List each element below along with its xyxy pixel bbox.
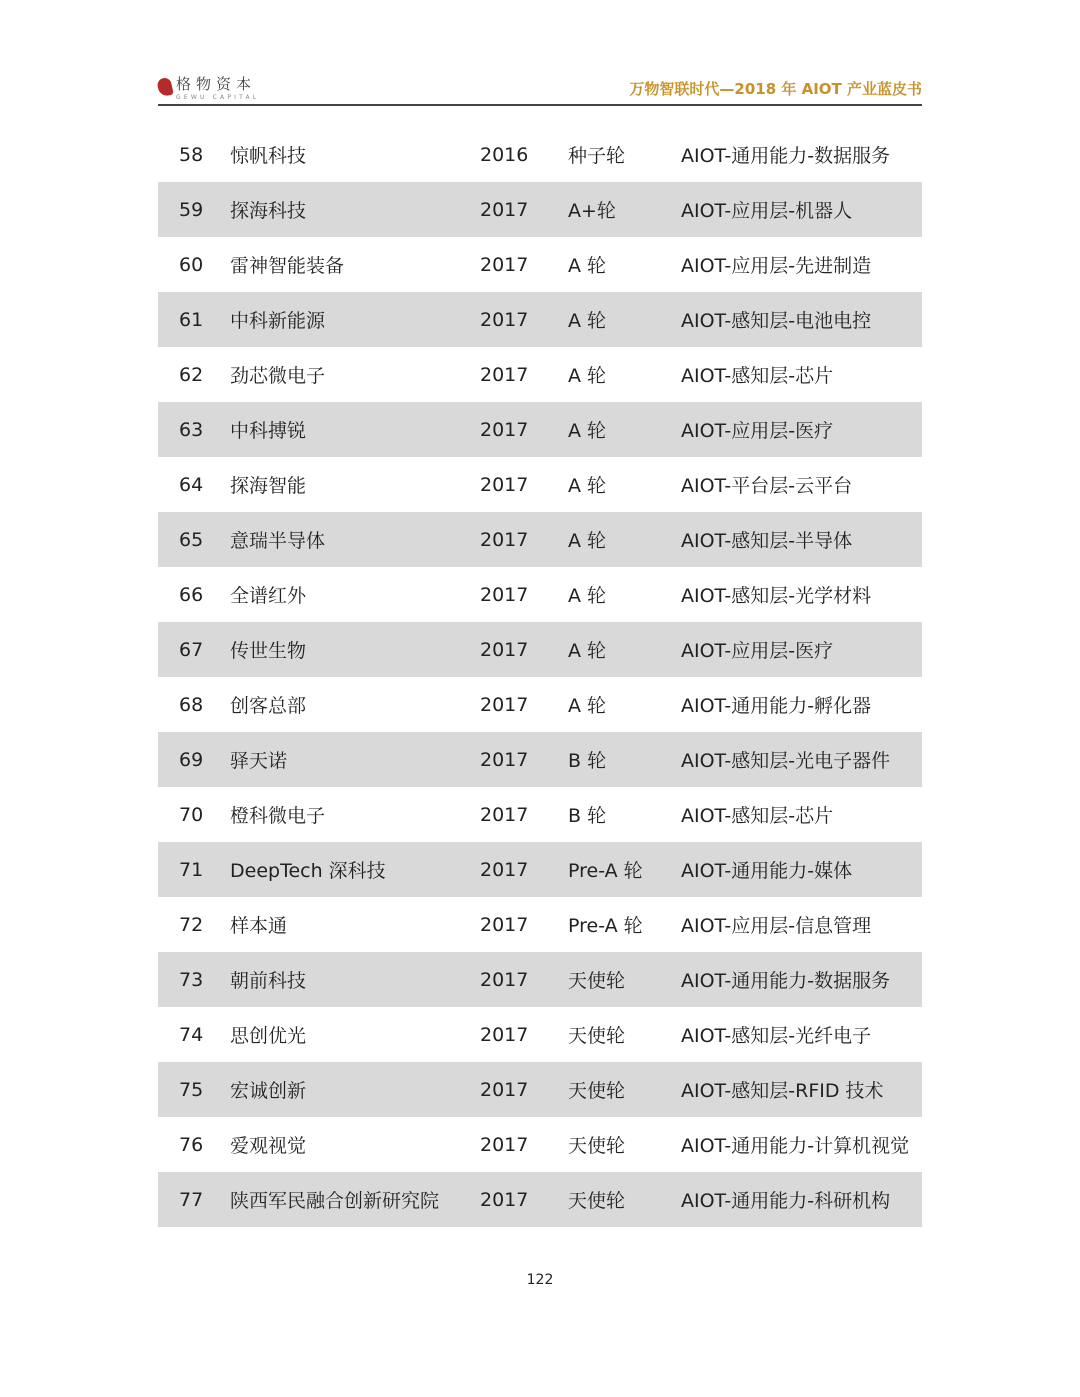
table-row	[158, 347, 922, 402]
company-name: 意瑞半导体	[230, 530, 326, 552]
founded-year: 2017	[480, 1188, 529, 1211]
company-name: 思创优光	[230, 1025, 307, 1047]
row-number: 63	[179, 418, 204, 441]
funding-round: A 轮	[568, 640, 607, 662]
founded-year: 2017	[480, 308, 529, 331]
row-number: 60	[179, 253, 204, 276]
funding-round: A 轮	[568, 695, 607, 717]
funding-round: A 轮	[568, 310, 607, 332]
table-row	[158, 1117, 922, 1172]
row-number: 58	[179, 143, 204, 166]
industry-category: AIOT-感知层-芯片	[681, 805, 834, 827]
table-row	[158, 1172, 922, 1227]
row-number: 61	[179, 308, 204, 331]
page-header	[158, 72, 922, 106]
table-row	[158, 622, 922, 677]
founded-year: 2017	[480, 198, 529, 221]
funding-round: A 轮	[568, 420, 607, 442]
industry-category: AIOT-应用层-先进制造	[681, 255, 872, 277]
table-row	[158, 1007, 922, 1062]
industry-category: AIOT-感知层-光学材料	[681, 585, 872, 607]
table-row	[158, 842, 922, 897]
industry-category: AIOT-通用能力-科研机构	[681, 1190, 891, 1212]
industry-category: AIOT-通用能力-数据服务	[681, 145, 891, 167]
founded-year: 2016	[480, 143, 529, 166]
funding-round: 天使轮	[568, 1190, 626, 1212]
founded-year: 2017	[480, 528, 529, 551]
company-name: 传世生物	[230, 640, 307, 662]
table-row	[158, 402, 922, 457]
company-name: DeepTech 深科技	[230, 860, 386, 882]
founded-year: 2017	[480, 858, 529, 881]
table-row	[158, 567, 922, 622]
row-number: 70	[179, 803, 204, 826]
founded-year: 2017	[480, 748, 529, 771]
company-name: 雷神智能装备	[230, 255, 345, 277]
industry-category: AIOT-通用能力-数据服务	[681, 970, 891, 992]
row-number: 75	[179, 1078, 204, 1101]
row-number: 59	[179, 198, 204, 221]
table-row	[158, 787, 922, 842]
logo-text	[176, 76, 259, 102]
funding-round: 种子轮	[568, 145, 626, 167]
row-number: 72	[179, 913, 204, 936]
table-row	[158, 182, 922, 237]
table-row	[158, 237, 922, 292]
founded-year: 2017	[480, 638, 529, 661]
funding-round: B 轮	[568, 750, 607, 772]
industry-category: AIOT-感知层-RFID 技术	[681, 1080, 884, 1102]
logo-sub-text: GEWU CAPITAL	[176, 94, 260, 101]
row-number: 69	[179, 748, 204, 771]
funding-round: A+轮	[568, 200, 616, 222]
company-name: 创客总部	[230, 695, 307, 717]
founded-year: 2017	[480, 803, 529, 826]
funding-round: B 轮	[568, 805, 607, 827]
industry-category: AIOT-通用能力-孵化器	[681, 695, 872, 717]
logo-mark-icon	[156, 77, 173, 98]
row-number: 76	[179, 1133, 204, 1156]
funding-round: 天使轮	[568, 1080, 626, 1102]
investment-table	[158, 127, 922, 1227]
funding-round: A 轮	[568, 530, 607, 552]
gewu-capital-logo	[158, 76, 259, 102]
funding-round: A 轮	[568, 475, 607, 497]
company-name: 橙科微电子	[230, 805, 326, 827]
founded-year: 2017	[480, 363, 529, 386]
row-number: 71	[179, 858, 204, 881]
row-number: 74	[179, 1023, 204, 1046]
industry-category: AIOT-感知层-芯片	[681, 365, 834, 387]
funding-round: 天使轮	[568, 1135, 626, 1157]
industry-category: AIOT-应用层-医疗	[681, 420, 834, 442]
company-name: 探海智能	[230, 475, 307, 497]
industry-category: AIOT-感知层-光电子器件	[681, 750, 891, 772]
founded-year: 2017	[480, 968, 529, 991]
logo-main-text: 格物资本	[176, 75, 257, 93]
founded-year: 2017	[480, 1078, 529, 1101]
company-name: 全谱红外	[230, 585, 307, 607]
row-number: 67	[179, 638, 204, 661]
company-name: 朝前科技	[230, 970, 307, 992]
row-number: 62	[179, 363, 204, 386]
founded-year: 2017	[480, 1023, 529, 1046]
table-row	[158, 897, 922, 952]
founded-year: 2017	[480, 913, 529, 936]
funding-round: A 轮	[568, 255, 607, 277]
company-name: 惊帆科技	[230, 145, 307, 167]
table-row	[158, 1062, 922, 1117]
industry-category: AIOT-通用能力-计算机视觉	[681, 1135, 910, 1157]
table-row	[158, 127, 922, 182]
funding-round: Pre-A 轮	[568, 860, 643, 882]
founded-year: 2017	[480, 1133, 529, 1156]
funding-round: Pre-A 轮	[568, 915, 643, 937]
industry-category: AIOT-应用层-信息管理	[681, 915, 872, 937]
founded-year: 2017	[480, 253, 529, 276]
company-name: 爱观视觉	[230, 1135, 307, 1157]
row-number: 65	[179, 528, 204, 551]
funding-round: 天使轮	[568, 1025, 626, 1047]
company-name: 探海科技	[230, 200, 307, 222]
company-name: 宏诚创新	[230, 1080, 307, 1102]
row-number: 68	[179, 693, 204, 716]
funding-round: 天使轮	[568, 970, 626, 992]
table-row	[158, 292, 922, 347]
industry-category: AIOT-感知层-光纤电子	[681, 1025, 872, 1047]
industry-category: AIOT-应用层-机器人	[681, 200, 853, 222]
row-number: 66	[179, 583, 204, 606]
founded-year: 2017	[480, 693, 529, 716]
table-row	[158, 732, 922, 787]
table-row	[158, 952, 922, 1007]
industry-category: AIOT-感知层-半导体	[681, 530, 853, 552]
document-title: 万物智联时代—2018 年 AIOT 产业蓝皮书	[629, 80, 922, 98]
funding-round: A 轮	[568, 365, 607, 387]
founded-year: 2017	[480, 418, 529, 441]
company-name: 劲芯微电子	[230, 365, 326, 387]
row-number: 64	[179, 473, 204, 496]
row-number: 77	[179, 1188, 204, 1211]
table-row	[158, 512, 922, 567]
company-name: 中科新能源	[230, 310, 326, 332]
table-row	[158, 457, 922, 512]
row-number: 73	[179, 968, 204, 991]
company-name: 样本通	[230, 915, 288, 937]
page-number: 122	[526, 1272, 554, 1288]
funding-round: A 轮	[568, 585, 607, 607]
company-name: 中科搏锐	[230, 420, 307, 442]
founded-year: 2017	[480, 583, 529, 606]
industry-category: AIOT-应用层-医疗	[681, 640, 834, 662]
industry-category: AIOT-平台层-云平台	[681, 475, 853, 497]
table-row	[158, 677, 922, 732]
founded-year: 2017	[480, 473, 529, 496]
company-name: 陕西军民融合创新研究院	[230, 1190, 440, 1212]
industry-category: AIOT-感知层-电池电控	[681, 310, 872, 332]
industry-category: AIOT-通用能力-媒体	[681, 860, 853, 882]
company-name: 驿天诺	[230, 750, 288, 772]
